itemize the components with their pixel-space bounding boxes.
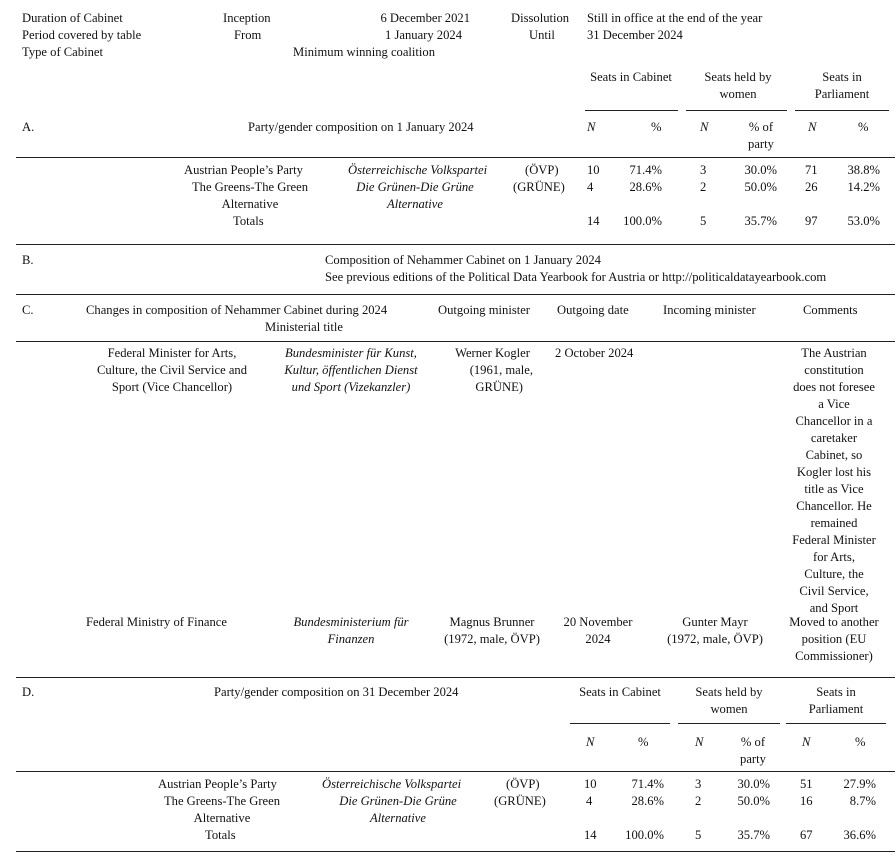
col-parliament-header: Seats in: [822, 70, 862, 84]
parliament-n: 67: [800, 828, 813, 842]
dissolution-value: Still in office at the end of the year: [587, 11, 763, 25]
sub-n: N: [802, 735, 811, 749]
from-date: 1 January 2024: [385, 28, 462, 42]
col-women-header-2: women: [719, 87, 757, 101]
sub-pct: %: [651, 120, 662, 134]
rule-a-sub: [16, 157, 895, 158]
section-b-title: Composition of Nehammer Cabinet on 1 January 2024: [325, 253, 601, 267]
sub-pct: %: [638, 735, 649, 749]
col-women-header-2: women: [710, 702, 748, 716]
women-pct: 30.0%: [744, 163, 777, 177]
cabinet-n: 4: [586, 794, 593, 808]
duration-label: Duration of Cabinet: [22, 11, 123, 25]
ministerial-title-native: Bundesministerium für Finanzen: [293, 615, 409, 646]
outgoing-minister: Magnus Brunner (1972, male, ÖVP): [444, 615, 540, 646]
cabinet-pct: 71.4%: [629, 163, 662, 177]
outgoing-date: 20 November 2024: [563, 615, 633, 646]
parliament-pct: 38.8%: [847, 163, 880, 177]
col-women-header: Seats held by: [695, 685, 763, 699]
sub-pct-party: % of: [740, 735, 766, 749]
cabinet-n: 14: [587, 214, 600, 228]
comment: Moved to another position (EU Commissioner): [789, 615, 879, 663]
party-native-name-line-2: Alternative: [387, 197, 443, 211]
outgoing-date: 2 October 2024: [555, 346, 634, 360]
party-native-name: Österreichische Volkspartei: [348, 163, 488, 177]
section-d-title: Party/gender composition on 31 December 2024: [214, 685, 459, 699]
party-abbr: (GRÜNE): [513, 180, 565, 194]
rule-c-head: [16, 341, 895, 342]
comment: The Austrian constitution does not foresee a Vice Chancellor in a caretaker Cabinet, so Kogler lost his title as Vice Chancellor. He remained Federal Minister for Arts, Culture, the Civil Service, and Sport: [792, 346, 876, 615]
divider: [16, 851, 895, 852]
party-native-name-line-2: Alternative: [370, 811, 426, 825]
women-pct: 35.7%: [744, 214, 777, 228]
incoming-minister: Gunter Mayr (1972, male, ÖVP): [667, 615, 763, 646]
section-b-letter: B.: [22, 253, 34, 267]
party-native-name: Die Grünen-Die Grüne: [356, 180, 474, 194]
col-women-header: Seats held by: [704, 70, 772, 84]
women-n: 3: [695, 777, 702, 791]
cabinet-type: Minimum winning coalition: [293, 45, 436, 59]
col-outgoing-date: Outgoing date: [557, 303, 629, 317]
col-cabinet-header: Seats in Cabinet: [579, 685, 661, 699]
party-abbr: (GRÜNE): [494, 794, 546, 808]
col-outgoing-minister: Outgoing minister: [438, 303, 530, 317]
women-n: 2: [700, 180, 707, 194]
parliament-pct: 36.6%: [843, 828, 876, 842]
dissolution-label: Dissolution: [511, 11, 570, 25]
sub-pct-party-2: party: [748, 137, 774, 151]
until-date: 31 December 2024: [587, 28, 683, 42]
col-ministerial-title: Ministerial title: [265, 320, 343, 334]
rule-d-women: [678, 723, 780, 724]
section-a-letter: A.: [22, 120, 35, 134]
parliament-n: 71: [805, 163, 818, 177]
inception-label: Inception: [223, 11, 271, 25]
women-pct: 50.0%: [744, 180, 777, 194]
ministerial-title: Federal Ministry of Finance: [86, 615, 227, 629]
party-name-line-2: Alternative: [221, 197, 279, 211]
divider: [16, 677, 895, 678]
cabinet-pct: 28.6%: [631, 794, 664, 808]
col-comments: Comments: [803, 303, 858, 317]
sub-pct: %: [855, 735, 866, 749]
cabinet-pct: 100.0%: [623, 214, 662, 228]
party-native-name: Die Grünen-Die Grüne: [339, 794, 457, 808]
sub-n: N: [808, 120, 817, 134]
ministerial-title: Federal Minister for Arts, Culture, the Civil Service and Sport (Vice Chancellor): [96, 346, 248, 394]
sub-pct: %: [858, 120, 869, 134]
outgoing-minister: Werner Kogler (1961, male, GRÜNE): [455, 346, 533, 394]
type-label: Type of Cabinet: [22, 45, 103, 59]
cabinet-pct: 100.0%: [625, 828, 664, 842]
sub-n: N: [700, 120, 709, 134]
parliament-pct: 14.2%: [847, 180, 880, 194]
ministerial-title-native: Bundesminister für Kunst, Kultur, öffentlichen Dienst und Sport (Vizekanzler): [284, 346, 418, 394]
period-label: Period covered by table: [22, 28, 142, 42]
party-name: Austrian People’s Party: [158, 777, 277, 791]
until-label: Until: [529, 28, 555, 42]
party-native-name: Österreichische Volkspartei: [322, 777, 462, 791]
parliament-n: 26: [805, 180, 818, 194]
party-abbr: (ÖVP): [525, 163, 559, 177]
women-pct: 50.0%: [737, 794, 770, 808]
rule-d-sub: [16, 771, 895, 772]
col-parliament-header: Seats in: [816, 685, 856, 699]
sub-n: N: [695, 735, 704, 749]
rule-a-parliament: [795, 110, 889, 111]
parliament-n: 16: [800, 794, 813, 808]
party-name-line-2: Alternative: [193, 811, 251, 825]
party-name: Austrian People’s Party: [184, 163, 303, 177]
section-b-note: See previous editions of the Political Data Yearbook for Austria or http://politicaldatayearbook.com: [325, 270, 827, 284]
section-a-title: Party/gender composition on 1 January 2024: [248, 120, 474, 134]
party-name: The Greens-The Green: [163, 794, 281, 808]
section-c-title: Changes in composition of Nehammer Cabinet during 2024: [86, 303, 388, 317]
parliament-n: 97: [805, 214, 818, 228]
totals-label: Totals: [233, 214, 264, 228]
rule-a-women: [686, 110, 787, 111]
women-n: 5: [695, 828, 702, 842]
cabinet-n: 10: [587, 163, 600, 177]
sub-n: N: [587, 120, 596, 134]
sub-n: N: [586, 735, 595, 749]
col-parliament-header-2: Parliament: [814, 87, 870, 101]
cabinet-n: 14: [584, 828, 597, 842]
parliament-pct: 53.0%: [847, 214, 880, 228]
women-pct: 30.0%: [737, 777, 770, 791]
cabinet-pct: 28.6%: [629, 180, 662, 194]
col-incoming-minister: Incoming minister: [663, 303, 756, 317]
rule-d-cabinet: [570, 723, 670, 724]
from-label: From: [234, 28, 262, 42]
party-abbr: (ÖVP): [506, 777, 540, 791]
women-n: 2: [695, 794, 702, 808]
rule-a-cabinet: [585, 110, 678, 111]
rule-d-parliament: [786, 723, 886, 724]
parliament-pct: 27.9%: [843, 777, 876, 791]
women-n: 5: [700, 214, 707, 228]
inception-date: 6 December 2021: [380, 11, 470, 25]
divider: [16, 244, 895, 245]
party-name: The Greens-The Green: [191, 180, 309, 194]
sub-pct-party-2: party: [740, 752, 766, 766]
women-n: 3: [700, 163, 707, 177]
col-cabinet-header: Seats in Cabinet: [590, 70, 672, 84]
section-d-letter: D.: [22, 685, 35, 699]
cabinet-n: 10: [584, 777, 597, 791]
col-parliament-header-2: Parliament: [808, 702, 864, 716]
sub-pct-party: % of: [748, 120, 774, 134]
divider: [16, 294, 895, 295]
women-pct: 35.7%: [737, 828, 770, 842]
section-c-letter: C.: [22, 303, 34, 317]
cabinet-pct: 71.4%: [631, 777, 664, 791]
parliament-n: 51: [800, 777, 813, 791]
totals-label: Totals: [205, 828, 236, 842]
parliament-pct: 8.7%: [849, 794, 876, 808]
cabinet-n: 4: [587, 180, 594, 194]
